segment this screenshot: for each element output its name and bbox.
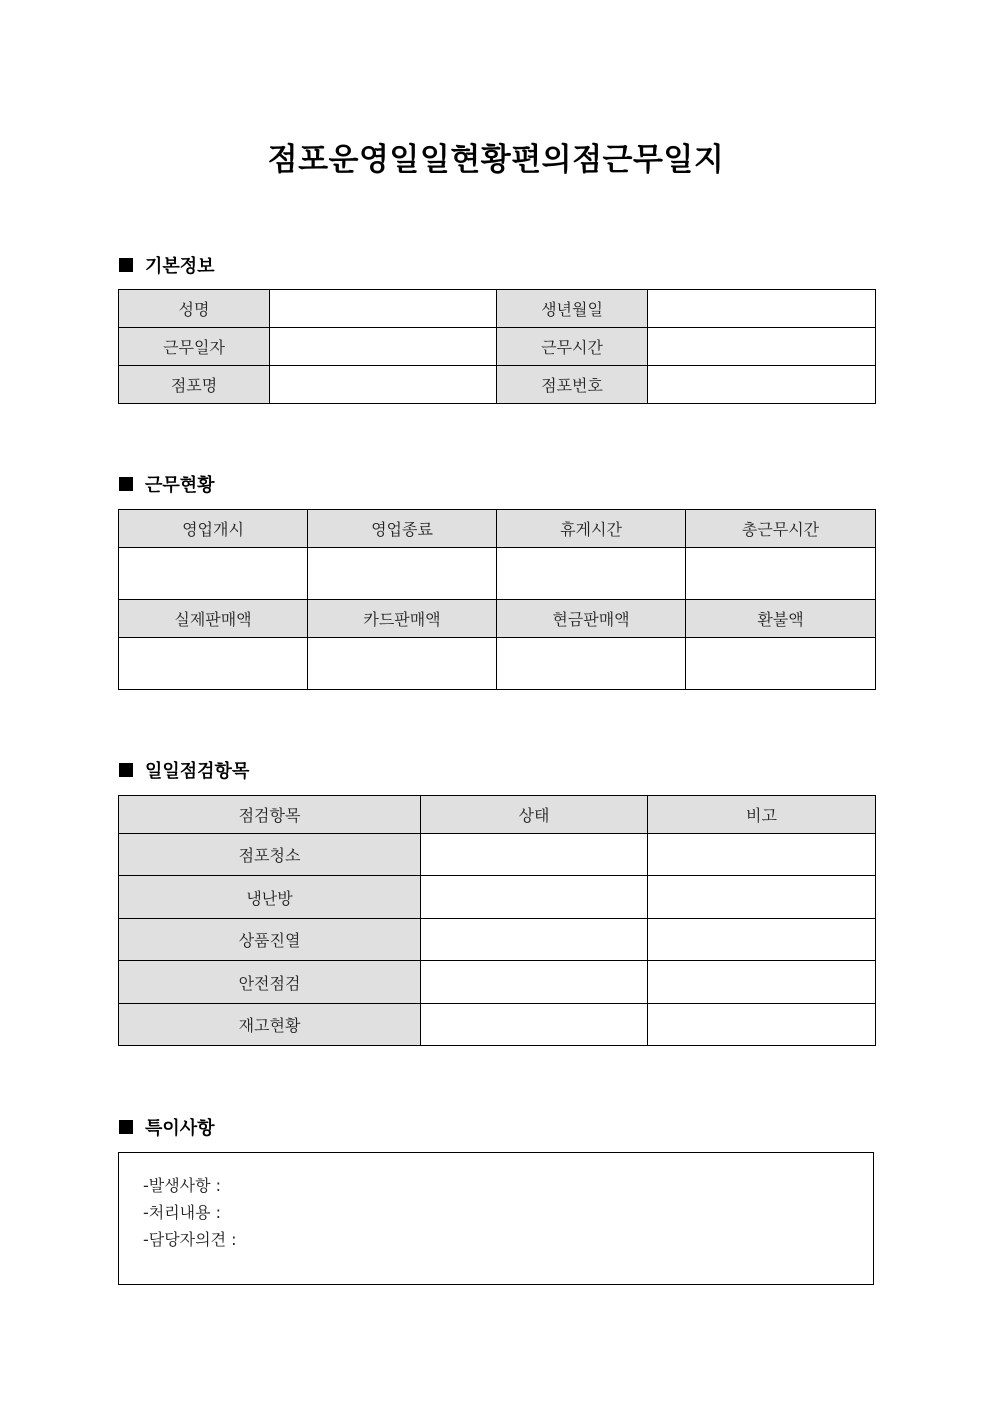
store-name-field[interactable] <box>270 366 497 404</box>
check-status-field[interactable] <box>421 876 648 919</box>
document-title: 점포운영일일현황편의점근무일지 <box>267 142 725 178</box>
check-status-field[interactable] <box>421 1004 648 1046</box>
check-item-label: 상품진열 <box>119 919 421 961</box>
check-item-label: 점포청소 <box>119 834 421 876</box>
square-bullet-icon <box>119 763 133 777</box>
basic-info-table <box>118 289 876 404</box>
section-title: 기본정보 <box>145 256 215 277</box>
label-open-time: 영업개시 <box>119 510 308 548</box>
close-time-field[interactable] <box>308 548 497 600</box>
table-header-row <box>119 510 876 548</box>
total-work-time-field[interactable] <box>686 548 876 600</box>
square-bullet-icon <box>119 477 133 491</box>
label-work-date: 근무일자 <box>119 328 270 366</box>
section-heading-work-status <box>119 472 215 496</box>
label-store-number: 점포번호 <box>497 366 648 404</box>
table-row <box>119 961 876 1004</box>
table-row <box>119 328 876 366</box>
work-status-table <box>118 509 876 690</box>
daily-check-table <box>118 795 876 1046</box>
square-bullet-icon <box>119 1120 133 1134</box>
section-heading-basic-info <box>119 253 215 277</box>
check-status-field[interactable] <box>421 961 648 1004</box>
label-card-sales: 카드판매액 <box>308 600 497 638</box>
check-note-field[interactable] <box>648 961 876 1004</box>
square-bullet-icon <box>119 258 133 272</box>
check-item-label: 냉난방 <box>119 876 421 919</box>
name-field[interactable] <box>270 290 497 328</box>
label-close-time: 영업종료 <box>308 510 497 548</box>
refund-amount-field[interactable] <box>686 638 876 690</box>
check-note-field[interactable] <box>648 876 876 919</box>
store-number-field[interactable] <box>648 366 876 404</box>
column-header-item: 점검항목 <box>119 796 421 834</box>
label-total-work-time: 총근무시간 <box>686 510 876 548</box>
birthdate-field[interactable] <box>648 290 876 328</box>
work-hours-field[interactable] <box>648 328 876 366</box>
work-date-field[interactable] <box>270 328 497 366</box>
column-header-status: 상태 <box>421 796 648 834</box>
table-row <box>119 919 876 961</box>
remarks-box[interactable] <box>118 1152 874 1285</box>
label-name: 성명 <box>119 290 270 328</box>
check-note-field[interactable] <box>648 919 876 961</box>
label-birthdate: 생년월일 <box>497 290 648 328</box>
label-cash-sales: 현금판매액 <box>497 600 686 638</box>
section-title: 특이사항 <box>145 1118 215 1139</box>
check-item-label: 재고현황 <box>119 1004 421 1046</box>
remarks-line-action: -처리내용 : <box>143 1203 222 1222</box>
table-header-row <box>119 796 876 834</box>
table-row <box>119 876 876 919</box>
actual-sales-field[interactable] <box>119 638 308 690</box>
remarks-line-occurrence: -발생사항 : <box>143 1176 222 1195</box>
table-row <box>119 1004 876 1046</box>
table-row <box>119 638 876 690</box>
table-row <box>119 548 876 600</box>
remarks-line-opinion: -담당자의견 : <box>143 1230 237 1249</box>
cash-sales-field[interactable] <box>497 638 686 690</box>
section-heading-remarks <box>119 1115 215 1139</box>
table-row <box>119 366 876 404</box>
label-work-hours: 근무시간 <box>497 328 648 366</box>
check-status-field[interactable] <box>421 919 648 961</box>
check-status-field[interactable] <box>421 834 648 876</box>
label-actual-sales: 실제판매액 <box>119 600 308 638</box>
table-header-row <box>119 600 876 638</box>
section-heading-daily-check <box>119 758 249 782</box>
label-refund-amount: 환불액 <box>686 600 876 638</box>
check-note-field[interactable] <box>648 1004 876 1046</box>
table-row <box>119 290 876 328</box>
check-note-field[interactable] <box>648 834 876 876</box>
label-break-time: 휴게시간 <box>497 510 686 548</box>
check-item-label: 안전점검 <box>119 961 421 1004</box>
card-sales-field[interactable] <box>308 638 497 690</box>
section-title: 근무현황 <box>145 475 215 496</box>
open-time-field[interactable] <box>119 548 308 600</box>
break-time-field[interactable] <box>497 548 686 600</box>
label-store-name: 점포명 <box>119 366 270 404</box>
table-row <box>119 834 876 876</box>
column-header-note: 비고 <box>648 796 876 834</box>
section-title: 일일점검항목 <box>145 761 250 782</box>
